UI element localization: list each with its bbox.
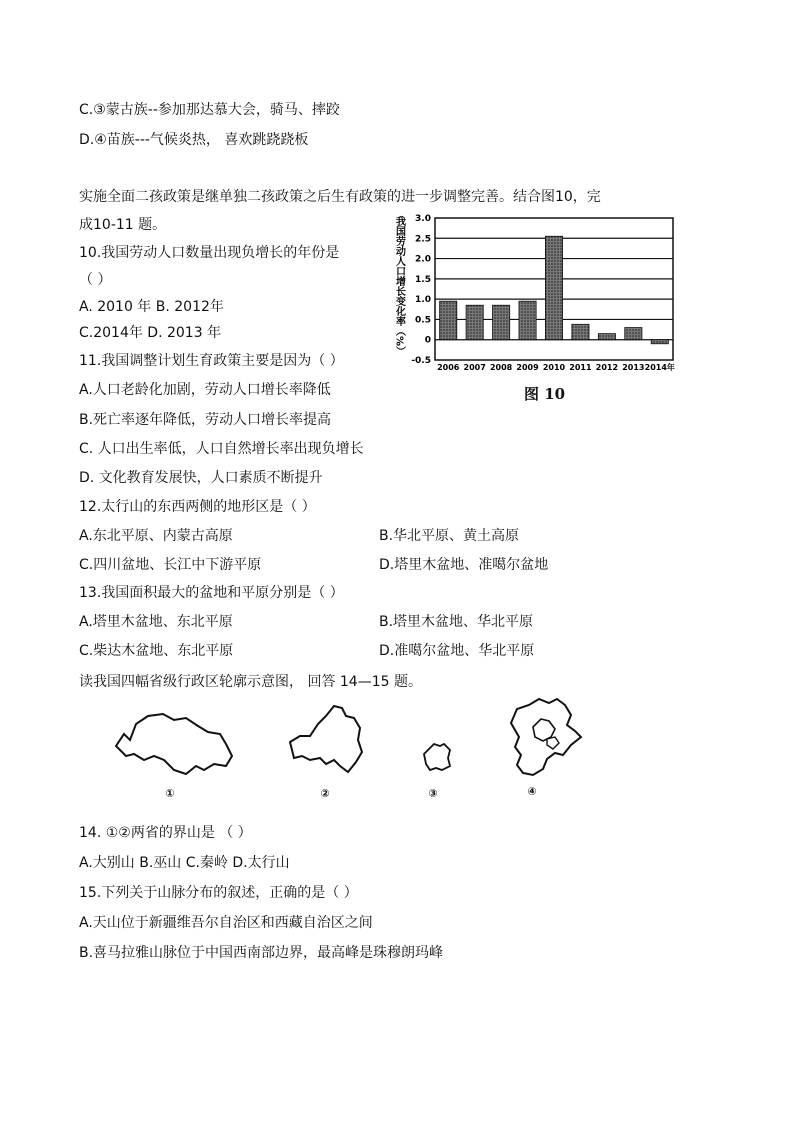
question-11-option-b: B.死亡率逐年降低，劳动人口增长率提高 <box>79 412 332 428</box>
x-tick-label: 2006 <box>437 363 460 372</box>
question-13-option-c: C.柴达木盆地、东北平原 <box>79 643 234 659</box>
intro-maps: 读我国四幅省级行政区轮廓示意图， 回答 14—15 题。 <box>79 674 422 690</box>
option-d-miao: D.④苗族---气候炎热， 喜欢跳跷跷板 <box>79 132 309 148</box>
intro-policy: 实施全面二孩政策是继单独二孩政策之后生有政策的进一步调整完善。结合图10，完 <box>79 189 601 205</box>
bar-2014年 <box>651 340 668 344</box>
map-label-3: ③ <box>428 787 438 800</box>
x-tick-label: 2014年 <box>644 363 675 372</box>
labor-growth-bar-chart <box>395 212 677 372</box>
question-12-option-a: A.东北平原、内蒙古高原 <box>79 528 233 544</box>
map-label-2: ② <box>320 787 330 800</box>
question-12-option-d: D.塔里木盆地、准噶尔盆地 <box>379 557 549 573</box>
x-tick-label: 2007 <box>463 363 486 372</box>
question-13-options-ab <box>79 613 534 631</box>
bar-2006 <box>440 301 457 340</box>
question-15-option-b: B.喜马拉雅山脉位于中国西南部边界，最高峰是珠穆朗玛峰 <box>79 945 444 961</box>
question-10: 10.我国劳动人口数量出现负增长的年份是 <box>79 245 340 261</box>
y-tick-label: 1.0 <box>415 295 431 306</box>
province-map-1 <box>108 704 238 780</box>
figure-caption: 图 10 <box>524 385 566 403</box>
y-tick-label: 1.5 <box>415 274 431 285</box>
bar-2007 <box>466 305 483 339</box>
question-11-option-d: D. 文化教育发展快，人口素质不断提升 <box>79 470 323 486</box>
x-tick-label: 2009 <box>516 363 539 372</box>
question-12: 12.太行山的东西两侧的地形区是（ ） <box>79 499 316 515</box>
question-11-option-a: A.人口老龄化加剧，劳动人口增长率降低 <box>79 382 331 398</box>
question-11-option-c: C. 人口出生率低，人口自然增长率出现负增长 <box>79 441 364 457</box>
question-12-options-cd <box>79 556 549 574</box>
y-tick-label: 2.0 <box>415 254 431 265</box>
question-10-options-ab: A. 2010 年 B. 2012年 <box>79 299 224 315</box>
question-13-options-cd <box>79 642 535 660</box>
question-10-options-cd: C.2014年 D. 2013 年 <box>79 325 222 341</box>
x-tick-label: 2012 <box>595 363 619 372</box>
x-tick-label: 2013 <box>622 363 645 372</box>
question-10-paren: （ ） <box>79 272 112 288</box>
option-c-mongol: C.③蒙古族--参加那达慕大会，骑马、摔跤 <box>79 102 340 118</box>
bar-2011 <box>572 324 589 339</box>
map-label-1: ① <box>165 787 175 800</box>
y-tick-label: -0.5 <box>411 356 431 366</box>
bar-2010 <box>545 236 562 339</box>
y-tick-label: 3.0 <box>415 214 431 224</box>
province-map-3 <box>420 740 454 774</box>
map-label-4: ④ <box>527 785 537 798</box>
question-12-option-b: B.华北平原、黄土高原 <box>379 528 520 544</box>
bar-2008 <box>493 305 510 339</box>
bar-2013 <box>625 328 642 340</box>
y-tick-label: 0 <box>424 335 431 346</box>
question-11: 11.我国调整计划生育政策主要是因为（ ） <box>79 353 344 369</box>
province-map-2 <box>286 702 366 776</box>
intro-questions: 成10-11 题。 <box>79 217 167 233</box>
x-tick-label: 2008 <box>489 363 513 372</box>
question-14-options: A.大别山 B.巫山 C.秦岭 D.太行山 <box>79 855 290 871</box>
province-map-4 <box>505 695 585 779</box>
question-13-option-d: D.准噶尔盆地、华北平原 <box>379 643 535 659</box>
question-14: 14. ①②两省的界山是 （ ） <box>79 825 252 841</box>
question-12-option-c: C.四川盆地、长江中下游平原 <box>79 557 262 573</box>
question-15-option-a: A.天山位于新疆维吾尔自治区和西藏自治区之间 <box>79 915 373 931</box>
question-13-option-a: A.塔里木盆地、东北平原 <box>79 614 233 630</box>
y-tick-label: 0.5 <box>415 315 431 326</box>
x-tick-label: 2010 <box>542 363 566 372</box>
y-tick-label: 2.5 <box>415 234 431 245</box>
question-13: 13.我国面积最大的盆地和平原分别是（ ） <box>79 585 344 601</box>
y-axis-label: 我国劳动人口增长变化率（%） <box>393 216 405 357</box>
question-12-options-ab <box>79 527 520 545</box>
question-13-option-b: B.塔里木盆地、华北平原 <box>379 614 534 630</box>
question-15: 15.下列关于山脉分布的叙述，正确的是（ ） <box>79 885 358 901</box>
x-tick-label: 2011 <box>569 363 592 372</box>
bar-2012 <box>598 334 615 340</box>
bar-2009 <box>519 301 536 340</box>
